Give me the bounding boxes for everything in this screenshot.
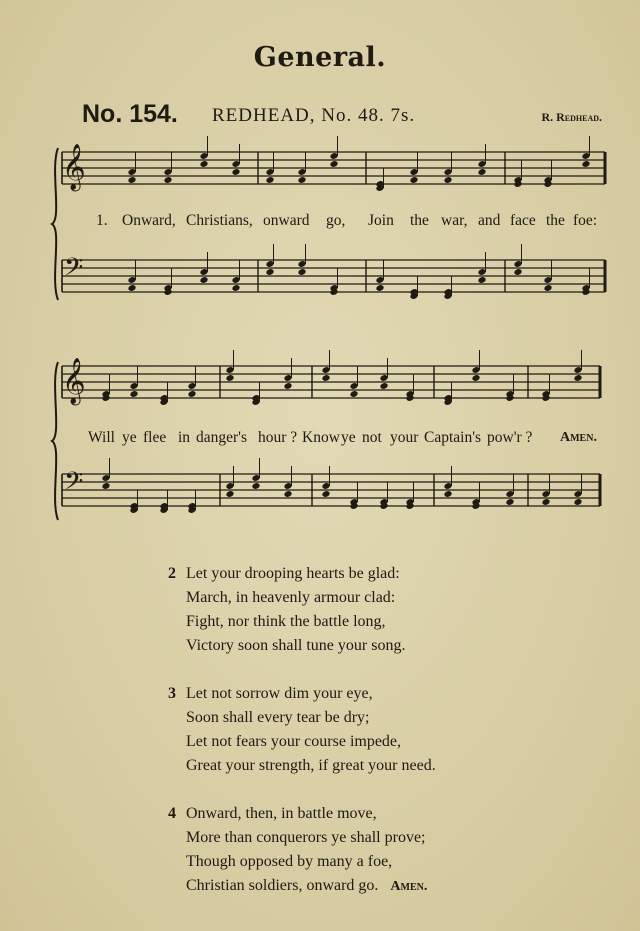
verse-line: Soon shall every tear be dry; xyxy=(186,709,370,726)
lyric-word: Know xyxy=(302,429,340,446)
bass-clef-icon: 𝄢 xyxy=(64,253,84,288)
note-head xyxy=(541,498,550,506)
lyric-word: face xyxy=(510,212,536,229)
note-head xyxy=(199,276,208,284)
brace xyxy=(52,148,58,300)
composer: R. Redhead. xyxy=(541,110,602,124)
note-head xyxy=(443,490,452,498)
verse-line: Onward, then, in battle move, xyxy=(186,805,377,822)
brace xyxy=(52,362,58,520)
lyric-word: ye xyxy=(122,429,137,446)
lyric-word: go, xyxy=(326,212,346,229)
lyric-word: ye xyxy=(341,429,356,446)
lyric-word: Christians, xyxy=(186,212,253,229)
note-head xyxy=(443,176,452,184)
lyric-word: pow'r ? xyxy=(487,429,533,446)
amen-label: Amen. xyxy=(560,430,597,445)
verse-line: March, in heavenly armour clad: xyxy=(186,589,396,606)
note-head xyxy=(505,498,514,506)
note-head xyxy=(573,374,582,382)
note-head xyxy=(349,390,358,398)
verse-number: 2 xyxy=(168,565,176,582)
note-head xyxy=(477,276,486,284)
note-head xyxy=(225,490,234,498)
verse-number: 3 xyxy=(168,685,176,702)
note-head xyxy=(231,168,240,176)
note-head xyxy=(251,482,260,490)
note-head xyxy=(297,268,306,276)
lyric-word: Join xyxy=(368,212,394,229)
note-head xyxy=(127,284,136,292)
note-head xyxy=(321,374,330,382)
note-head xyxy=(581,160,590,168)
verse-2 xyxy=(168,562,436,658)
amen-label: Amen. xyxy=(390,879,428,894)
lyric-word: war, xyxy=(441,212,468,229)
note-head xyxy=(163,176,172,184)
verse-line: Christian soldiers, onward go. xyxy=(186,877,379,894)
note-head xyxy=(297,176,306,184)
lyric-word: in xyxy=(178,429,191,446)
bass-clef-icon: 𝄢 xyxy=(64,467,84,502)
verse-line: Victory soon shall tune your song. xyxy=(186,637,406,654)
note-head xyxy=(283,490,292,498)
verse-line: Fight, nor think the battle long, xyxy=(186,613,386,630)
verse-line: More than conquerors ye shall prove; xyxy=(186,829,426,846)
note-head xyxy=(101,482,110,490)
verse-line: Though opposed by many a foe, xyxy=(186,853,393,870)
note-head xyxy=(477,168,486,176)
lyric-word: flee xyxy=(143,429,167,446)
verses xyxy=(168,562,436,922)
verse-number: 4 xyxy=(168,805,176,822)
note-head xyxy=(265,176,274,184)
lyric-word: hour ? xyxy=(258,429,298,446)
tune-name: REDHEAD, No. 48. 7s. xyxy=(212,105,416,126)
verse-line: Let not fears your course impede, xyxy=(186,733,402,750)
note-head xyxy=(513,268,522,276)
note-head xyxy=(225,374,234,382)
note-head xyxy=(265,268,274,276)
lyric-word: onward xyxy=(263,212,310,229)
lyric-word: the xyxy=(410,212,429,229)
note-head xyxy=(129,390,138,398)
lyric-word: Onward, xyxy=(122,212,176,229)
note-head xyxy=(329,160,338,168)
lyric-word: not xyxy=(362,429,382,446)
verse-4 xyxy=(168,802,436,898)
note-head xyxy=(283,382,292,390)
note-head xyxy=(231,284,240,292)
verse-line: Great your strength, if great your need. xyxy=(186,757,436,774)
lyric-word: and xyxy=(478,212,501,229)
note-head xyxy=(199,160,208,168)
lyric-word: your xyxy=(390,429,419,446)
note-head xyxy=(187,390,196,398)
lyric-word: Will xyxy=(88,429,115,446)
note-head xyxy=(375,284,384,292)
hymn-number: No. 154. xyxy=(82,100,178,128)
note-head xyxy=(409,176,418,184)
lyric-word: danger's xyxy=(196,429,247,446)
note-head xyxy=(543,284,552,292)
lyric-word: Captain's xyxy=(424,429,482,446)
note-head xyxy=(321,490,330,498)
lyric-word: the xyxy=(546,212,565,229)
lyric-word: foe: xyxy=(573,212,598,229)
section-title: General. xyxy=(253,42,387,73)
note-head xyxy=(127,176,136,184)
note-head xyxy=(471,374,480,382)
treble-clef-icon: 𝄞 xyxy=(62,144,86,190)
verse-line: Let not sorrow dim your eye, xyxy=(186,685,373,702)
note-head xyxy=(573,498,582,506)
note-head xyxy=(379,382,388,390)
verse-line: Let your drooping hearts be glad: xyxy=(186,565,400,582)
lyric-word: 1. xyxy=(96,212,108,229)
verse-3 xyxy=(168,682,436,778)
treble-clef-icon: 𝄞 xyxy=(62,358,86,404)
